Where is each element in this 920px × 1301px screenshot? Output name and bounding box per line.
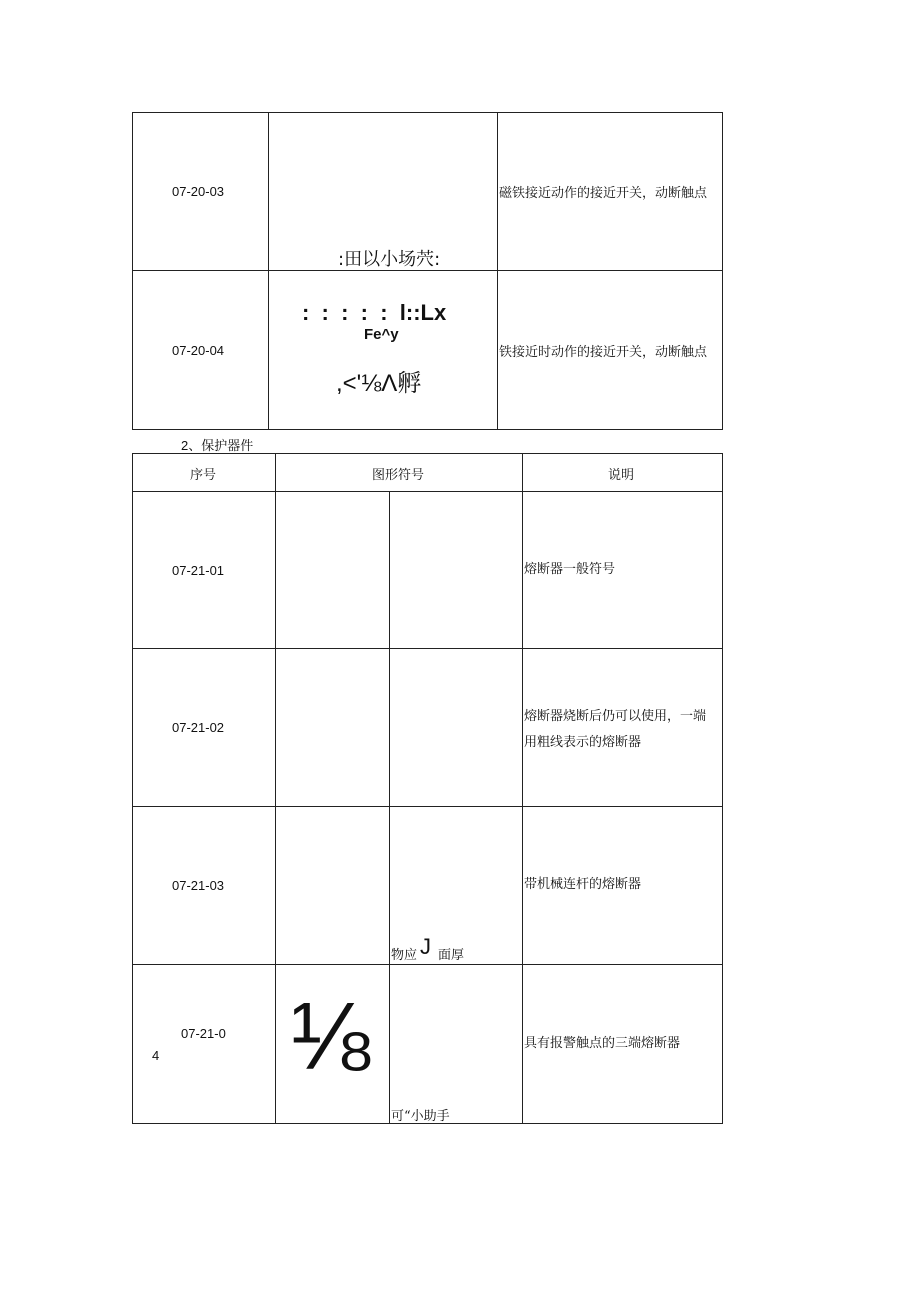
header-symbol: 图形符号 xyxy=(372,468,425,483)
symbol-text-b: J xyxy=(420,934,431,959)
row-description-line-2: 用粗线表示的熔断器 xyxy=(524,735,642,750)
section-heading: 2、保护器件 xyxy=(181,438,254,453)
row-id-part-2: 4 xyxy=(152,1048,160,1063)
symbol-big: ⅛ xyxy=(290,983,371,1090)
table-2-col-divider-1 xyxy=(275,453,276,1124)
table-1-border-left xyxy=(132,112,133,430)
table-1-col-divider-1 xyxy=(268,112,269,430)
row-description: 铁接近时动作的接近开关，动断触点 xyxy=(499,345,708,360)
row-id: 07-21-03 xyxy=(172,878,225,893)
row-id-part-1: 07-21-0 xyxy=(181,1026,226,1041)
header-index: 序号 xyxy=(190,468,217,483)
row-id: 07-21-01 xyxy=(172,563,225,578)
table-2-row-divider xyxy=(132,806,723,807)
symbol-text-line-1: : : : : : l::Lx xyxy=(302,300,447,325)
table-2-row-divider xyxy=(132,648,723,649)
symbol-text-line-3: ,<'⅛Λ孵 xyxy=(336,370,422,397)
symbol-text: :田以小场茓: xyxy=(338,249,441,270)
table-2-border-right xyxy=(722,453,723,1124)
row-description: 具有报警触点的三端熔断器 xyxy=(524,1036,681,1051)
row-id: 07-20-03 xyxy=(172,184,225,199)
table-2-col-divider-inner xyxy=(389,491,390,1124)
row-description: 带机械连杆的熔断器 xyxy=(524,877,642,892)
row-description: 熔断器一般符号 xyxy=(524,562,616,577)
row-id: 07-20-04 xyxy=(172,343,225,358)
table-2-border-top xyxy=(132,453,723,454)
symbol-text-a: 物应 xyxy=(391,948,418,963)
header-description: 说明 xyxy=(608,468,635,483)
symbol-text-c: 面厚 xyxy=(438,948,465,963)
row-description: 磁铁接近动作的接近开关，动断触点 xyxy=(499,186,708,201)
table-2-col-divider-2 xyxy=(522,453,523,1124)
symbol-text: 可“小助手 xyxy=(391,1109,450,1124)
row-id: 07-21-02 xyxy=(172,720,225,735)
table-2-row-divider xyxy=(132,964,723,965)
table-2-border-left xyxy=(132,453,133,1124)
table-1-col-divider-2 xyxy=(497,112,498,430)
table-1-border-top xyxy=(132,112,723,113)
table-2-header-divider xyxy=(132,491,723,492)
table-1-border-bottom xyxy=(132,429,723,430)
table-1-border-right xyxy=(722,112,723,430)
symbol-text-line-2: Fe^y xyxy=(364,326,399,343)
row-description-line-1: 熔断器烧断后仍可以使用，一端 xyxy=(524,709,707,724)
